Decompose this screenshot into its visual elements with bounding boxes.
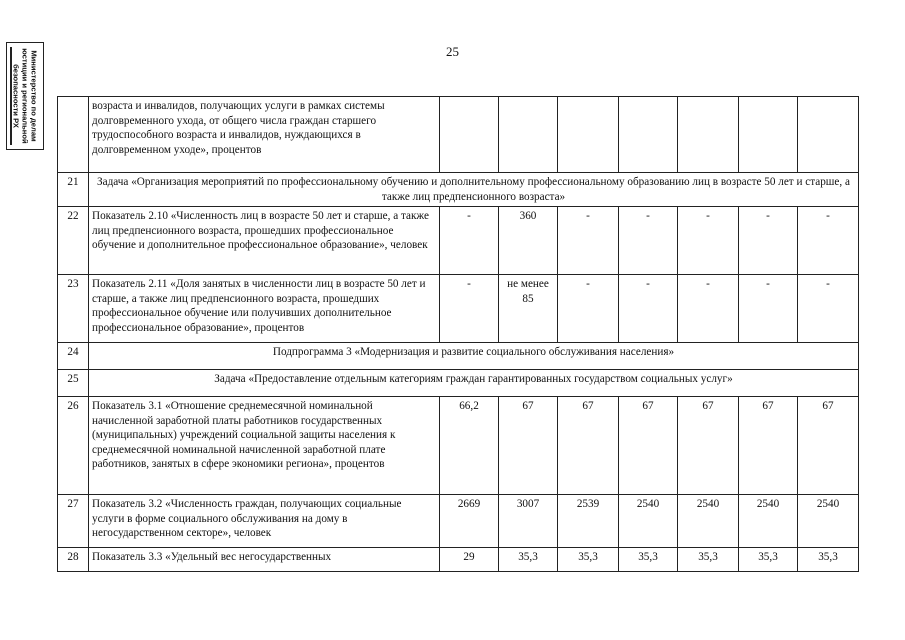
indicator-value: 2540: [619, 495, 678, 548]
indicator-value: -: [619, 275, 678, 343]
indicator-description: Показатель 2.10 «Численность лиц в возрасте 50 лет и старше, а также лиц предпенсионного возраста, прошедших профессиональное обучение и дополнительное профессиональное образование», человек: [89, 207, 440, 275]
row-number: 23: [58, 275, 89, 343]
page-number: 25: [446, 44, 459, 59]
indicator-value: -: [558, 275, 619, 343]
registration-stamp: [6, 42, 44, 150]
indicator-value: 67: [739, 397, 798, 495]
row-number: 26: [58, 397, 89, 495]
section-title: Задача «Предоставление отдельным категориям граждан гарантированных государством социальных услуг»: [89, 370, 859, 397]
table-row: [58, 495, 859, 548]
indicator-value: 35,3: [739, 548, 798, 572]
indicator-value: [558, 97, 619, 173]
indicator-value: 35,3: [619, 548, 678, 572]
indicator-value: 35,3: [798, 548, 859, 572]
indicator-value: -: [678, 207, 739, 275]
indicator-value: 35,3: [499, 548, 558, 572]
indicator-description: Показатель 3.2 «Численность граждан, получающих социальные услуги в форме социального обслуживания на дому в негосударственном секторе», человек: [89, 495, 440, 548]
indicator-value: [798, 97, 859, 173]
indicator-value: -: [739, 207, 798, 275]
table-row: [58, 343, 859, 370]
table-row: [58, 173, 859, 207]
stamp-text: Министерство по делам юстиции и региональной безопасности РХ: [11, 48, 39, 144]
indicator-value: -: [678, 275, 739, 343]
indicator-value: 67: [619, 397, 678, 495]
indicator-value: -: [440, 207, 499, 275]
indicator-value: 35,3: [558, 548, 619, 572]
indicator-description: Показатель 2.11 «Доля занятых в численности лиц в возрасте 50 лет и старше, а также лиц предпенсионного возраста, прошедших профессиональное обучение или получивших дополнительное профессиональное образование», процентов: [89, 275, 440, 343]
indicator-description: Показатель 3.3 «Удельный вес негосударственных: [89, 548, 440, 572]
indicator-value: [678, 97, 739, 173]
table-row: [58, 97, 859, 173]
indicator-value: 66,2: [440, 397, 499, 495]
row-number: 24: [58, 343, 89, 370]
indicator-value: [739, 97, 798, 173]
table-row: [58, 275, 859, 343]
indicator-value: 2540: [798, 495, 859, 548]
indicator-value: 67: [499, 397, 558, 495]
indicator-value: -: [440, 275, 499, 343]
table-row: [58, 548, 859, 572]
row-number: 22: [58, 207, 89, 275]
indicator-value: 29: [440, 548, 499, 572]
table-row: [58, 370, 859, 397]
indicator-description: Показатель 3.1 «Отношение среднемесячной номинальной начисленной заработной платы работников государственных (муниципальных) учреждений социальной защиты населения к среднемесячной номинальной начисленной заработной плате работников, занятых в сфере экономики региона», процентов: [89, 397, 440, 495]
row-number: 25: [58, 370, 89, 397]
row-number: 27: [58, 495, 89, 548]
row-number: [58, 97, 89, 173]
table-row: [58, 207, 859, 275]
indicator-value: -: [798, 275, 859, 343]
indicator-value: [619, 97, 678, 173]
indicators-table: [57, 96, 859, 572]
indicator-value: -: [558, 207, 619, 275]
indicator-value: 67: [678, 397, 739, 495]
indicator-value: 3007: [499, 495, 558, 548]
indicator-value: [499, 97, 558, 173]
indicator-value: -: [798, 207, 859, 275]
table-row: [58, 397, 859, 495]
indicator-value: 360: [499, 207, 558, 275]
section-title: Задача «Организация мероприятий по профессиональному обучению и дополнительному профессиональному образованию лиц в возрасте 50 лет и старше, а также лиц предпенсионного возраста»: [89, 173, 859, 207]
indicator-value: 2540: [678, 495, 739, 548]
indicator-value: 35,3: [678, 548, 739, 572]
indicator-value: 67: [798, 397, 859, 495]
section-title: Подпрограмма 3 «Модернизация и развитие социального обслуживания населения»: [89, 343, 859, 370]
indicator-value: 2539: [558, 495, 619, 548]
indicator-value: -: [619, 207, 678, 275]
indicator-value: 2669: [440, 495, 499, 548]
indicator-value: 67: [558, 397, 619, 495]
indicator-value: [440, 97, 499, 173]
indicator-value: -: [739, 275, 798, 343]
indicator-value: не менее 85: [499, 275, 558, 343]
row-number: 28: [58, 548, 89, 572]
indicator-value: 2540: [739, 495, 798, 548]
row-number: 21: [58, 173, 89, 207]
indicator-description: возраста и инвалидов, получающих услуги в рамках системы долговременного ухода, от общего числа граждан старшего трудоспособного возраста и инвалидов, нуждающихся в долговременном уходе», процентов: [89, 97, 440, 173]
